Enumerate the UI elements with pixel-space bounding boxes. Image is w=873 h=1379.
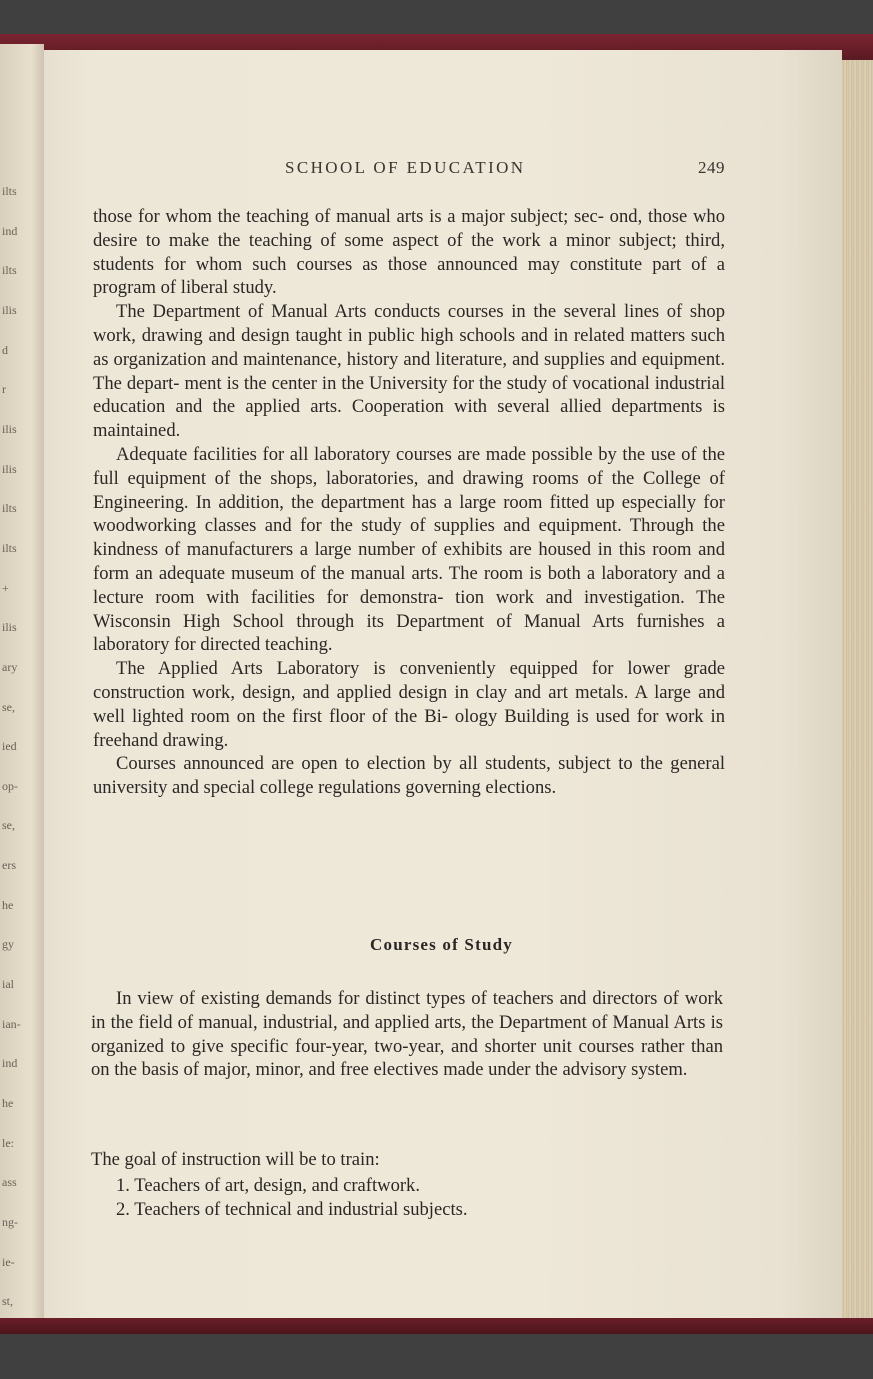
- previous-page-fragment: op-: [2, 778, 18, 793]
- previous-page-fragment: ilis: [2, 421, 17, 436]
- previous-page-fragment: d: [2, 342, 8, 357]
- previous-page-fragment: ilts: [2, 501, 17, 516]
- previous-page-fragment: st,: [2, 1294, 14, 1309]
- paragraph: those for whom the teaching of manual arts is a major subject; sec- ond, those who desire to make the teaching of some aspect of the work a minor subject; third, students for whom such courses as those announced may constitute part of a program of liberal study.: [93, 206, 725, 299]
- previous-page-fragment: ie-: [2, 1254, 15, 1269]
- previous-page-fragment: ial: [2, 977, 14, 992]
- goal-list-block: [91, 1148, 723, 1221]
- paragraph: In view of existing demands for distinct types of teachers and directors of work in the field of manual, industrial, and applied arts, the Department of Manual Arts is organized to give specific four-year, two-year, and shorter unit courses rather than on the basis of major, minor, and free electives made under the advisory system.: [91, 988, 723, 1081]
- list-item: 2. Teachers of technical and industrial subjects.: [116, 1198, 468, 1220]
- previous-page-fragment: ng-: [2, 1215, 18, 1230]
- page-number: 249: [698, 158, 725, 177]
- previous-page-fragment: ilts: [2, 184, 17, 198]
- previous-page-fragment: r: [2, 382, 6, 397]
- book-cover-bottom-edge: [0, 1318, 873, 1334]
- page-block-edge: [842, 60, 873, 1322]
- previous-page-fragment: +: [2, 580, 9, 595]
- previous-page-fragment: ilts: [2, 540, 17, 555]
- page-header: [0, 158, 873, 182]
- previous-page-fragment: ilts: [2, 263, 17, 278]
- running-head: SCHOOL OF EDUCATION: [285, 158, 526, 177]
- previous-page-fragment: ary: [2, 659, 18, 674]
- previous-page-fragment: ind: [2, 223, 18, 238]
- previous-page-fragment: he: [2, 1096, 14, 1111]
- previous-page-fragment: ied: [2, 739, 17, 754]
- previous-page-fragment: ind: [2, 1056, 18, 1071]
- goal-list: [91, 1174, 723, 1222]
- section-body: [91, 987, 723, 1082]
- previous-page-fragment: se,: [2, 818, 15, 833]
- paragraph: The Applied Arts Laboratory is conveniently equipped for lower grade construction work, design, and applied design in clay and art metals. A large and well lighted room on the first floor of the Bi- ology Building is used for work in freehand drawing.: [93, 658, 725, 751]
- body-text: [93, 205, 725, 800]
- previous-page-fragment: ass: [2, 1175, 17, 1190]
- paragraph: The Department of Manual Arts conducts courses in the several lines of shop work, drawing and design taught in public high schools and in related matters such as organization and maintenance, history and literature, and supplies and equipment. The depart- ment is the center in the University for the study of vocational industrial education and the applied arts. Cooperation with several allied departments is maintained.: [93, 301, 725, 442]
- previous-page-edge: [0, 44, 44, 1330]
- previous-page-fragment: he: [2, 897, 14, 912]
- previous-page-fragment: ers: [2, 858, 16, 873]
- goal-lead: The goal of instruction will be to train:: [91, 1149, 380, 1170]
- previous-page-fragment: ilis: [2, 620, 17, 635]
- previous-page-fragment: ilis: [2, 302, 17, 317]
- previous-page-fragment: le:: [2, 1135, 14, 1150]
- previous-page-fragment: se,: [2, 699, 15, 714]
- paragraph: Adequate facilities for all laboratory courses are made possible by the use of the full equipment of the shops, laboratories, and drawing rooms of the College of Engineering. In addition, the department has a large room fitted up especially for woodworking classes and for the study of supplies and equipment. Through the kindness of manufacturers a large number of exhibits are housed in this room and form an adequate museum of the manual arts. The room is both a laboratory and a lecture room with facilities for demonstra- tion work and investigation. The Wisconsin High School through its Department of Manual Arts furnishes a laboratory for directed teaching.: [93, 443, 725, 656]
- previous-page-fragment: gy: [2, 937, 14, 952]
- paragraph: Courses announced are open to election by all students, subject to the general university and special college regulations governing elections.: [93, 753, 725, 799]
- section-title: Courses of Study: [370, 935, 513, 954]
- previous-page-fragment: ian-: [2, 1016, 21, 1031]
- list-item: 1. Teachers of art, design, and craftwork.: [116, 1174, 420, 1196]
- previous-page-fragment: ilis: [2, 461, 17, 476]
